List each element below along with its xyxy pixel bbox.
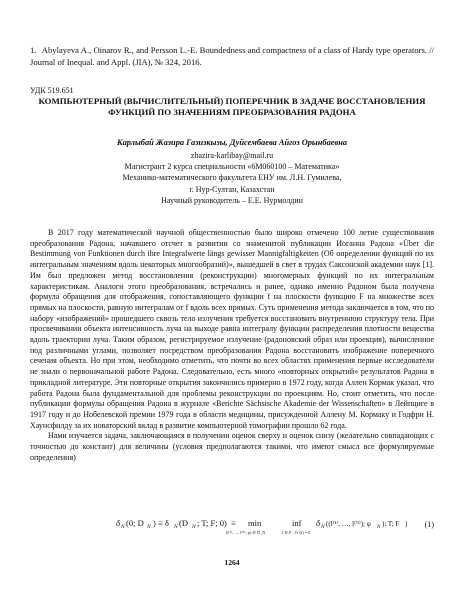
affiliation-block xyxy=(30,150,434,206)
udk-code: УДК 519.651 xyxy=(30,86,74,95)
formula-min: min xyxy=(248,518,262,528)
formula-inf-sub: f ∈ F : l⁽τ⁾(f) = 0 xyxy=(282,530,311,535)
formula-graphic xyxy=(30,514,410,536)
article-title: КОМПЬЮТЕРНЫЙ (ВЫЧИСЛИТЕЛЬНЫЙ) ПОПЕРЕЧНИК В ЗАДАЧЕ ВОССТАНОВЛЕНИЯ ФУНКЦИЙ ПО ЗНАЧЕНИЯМ ПРЕОБРАЗОВАНИЯ РАДОНА xyxy=(38,96,426,117)
formula-rhs-tail: ); T; F xyxy=(382,520,400,528)
formula-mid-sub: N xyxy=(174,524,178,530)
scientific-advisor: Научный руководитель – Е.Е. Нурмолдин xyxy=(161,195,303,205)
reference-number: 1. xyxy=(30,45,37,55)
formula-lhs-args: (0; D xyxy=(126,518,144,528)
formula-mid-args: (D xyxy=(179,518,188,528)
formula-1 xyxy=(30,514,434,536)
author-program: Магистрант 2 курса специальности «6М060100 – Математика» xyxy=(124,162,340,172)
article-body xyxy=(30,228,434,463)
formula-rhs-close: ) xyxy=(405,520,408,528)
formula-equiv: ≡ xyxy=(231,518,236,528)
formula-rhs-sub: N xyxy=(321,524,325,530)
formula-rhs: δ xyxy=(316,518,320,528)
formula-mid-args-sub: N xyxy=(192,524,196,530)
formula-mid-tail: ; T; F; 0) xyxy=(197,518,227,528)
page-number: 1264 xyxy=(224,558,240,567)
formula-inf: inf xyxy=(292,518,302,528)
authors: Карлыбай Жазира Газизкызы, Дуйсембаева Айгоз Орынбаевна xyxy=(116,138,348,147)
author-faculty: Механико-математического факультета ЕНУ им. Л.Н. Гумилева, xyxy=(122,173,342,183)
formula-lhs-args-sub: N xyxy=(147,524,151,530)
paragraph: Нами изучается задача, заключающаяся в получении оценок сверху и оценок снизу (желательно совпадающих с точностью до констант) для величины (условия предполагаются такими, что имеют смысл все формулируемые определения) xyxy=(30,431,434,462)
formula-rhs-args: ((l⁽¹⁾, …, l⁽ᴺ⁾); φ xyxy=(326,520,371,528)
reference-text: Abylayeva A., Oinarov R., and Persson L.-E. Boundedness and compactness of a class of Hardy type operators. // Journal of Inequal. and Appl. (JIA), № 324, 2016. xyxy=(30,45,434,67)
formula-min-sub: (l⁽¹⁾, …, l⁽ᴺ⁾; φ) ∈ D_N xyxy=(226,530,266,535)
author-city: г. Нур-Султан, Казахстан xyxy=(189,184,275,194)
paragraph: В 2017 году математической научной общественностью было широко отмечено 100 летие существования преобразования Радона, начавшего отсчет в развитии со знаменитой публикации Иоганна Радона «Über die Bestimmung von Funktionen durch ihre Integralwerte längs gewisser Mannigfaltigkeiten (Об определении функций по их интегральным значениям вдоль некоторых многообразий)», вышедшей в свет в трудах Саксонской академии наук [1]. Им был предложен метод восстановления (реконструкции) многомерных функций по их интегральным характеристикам. Аналоги этого преобразования, встречались и ранее, однако именно Радоном была получена формула обращения для отображения, сопоставляющего функции f на плоскости функцию F на множестве всех прямых на плоскости, равную интегралам от f вдоль всех прямых. Суть применения метода заключается в том, что по набору «изображений» прошедшего сквозь тело излучения требуется восстановить внутреннюю структуру тела. При просвечивании объекта интенсивность луча на выходе равна интегралу функции распределения плотности вещества вдоль траектории луча. Таким образом, регистрируемое излучение (радоновский образ или проекция), вычисленное под различными углами, позволяет посредством преобразования Радона восстановить изображение поперечного сечения объекта. Но при этом, необходимо отметить, что почти во всех областях применения первые исследователи не знали о первоначальной работе Радона. Следовательно, есть много «повторных открытий» результатов Радона в прикладной литературе. Эти повторные открытия закончились примерно в 1972 году, когда Аллен Кормак указал, что работа Радона была фундаментальной для проблемы реконструкции по проекциям. Но, стоит отметить, что после публикации формулы обращения Радона в журнале «Berichte Sächsische Akademie der Wissenschaften» в Лейпциге в 1917 году и до Нобелевской премии 1979 года в области медицины, присужденной Аллену М. Кормаку и Годфри Н. Хаунсфилду за их новаторский вклад в развитие компьютерной томографии прошло 62 года. xyxy=(30,228,434,430)
formula-lhs: δ xyxy=(116,518,120,528)
formula-eq-mid: ) ≡ δ xyxy=(153,518,169,528)
formula-lhs-sub: N xyxy=(121,524,125,530)
equation-number: (1) xyxy=(424,520,434,529)
author-email: zhazira-karlibay@mail.ru xyxy=(190,151,274,160)
reference-item xyxy=(30,44,434,68)
formula-rhs-args-sub: N xyxy=(377,525,381,530)
